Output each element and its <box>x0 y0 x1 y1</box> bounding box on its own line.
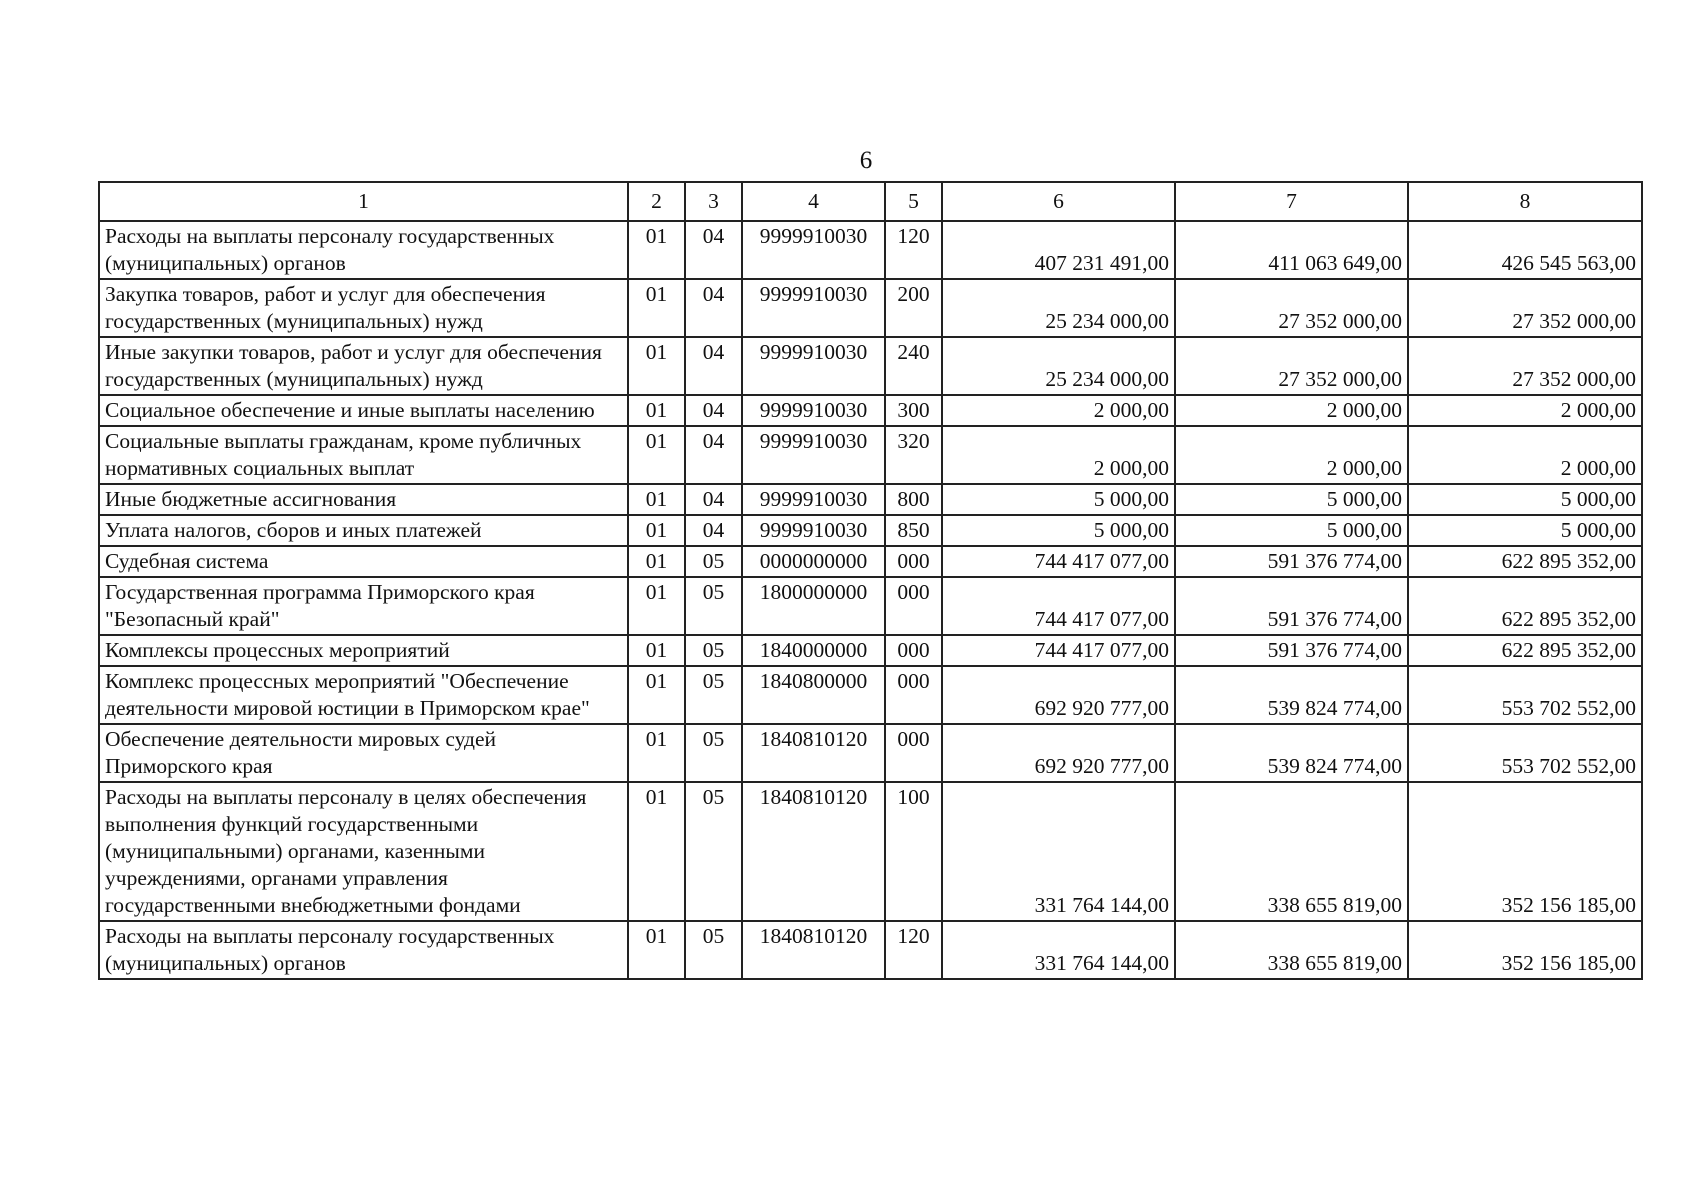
section-code-cell: 01 <box>628 546 685 577</box>
column-header: 1 <box>99 182 628 221</box>
subsection-code-cell: 05 <box>685 546 742 577</box>
amount-col6-cell: 744 417 077,00 <box>942 577 1175 635</box>
target-article-cell: 1840810120 <box>742 921 885 979</box>
expense-type-cell: 320 <box>885 426 942 484</box>
amount-col8-cell: 5 000,00 <box>1408 515 1642 546</box>
amount-col7-cell: 411 063 649,00 <box>1175 221 1408 279</box>
amount-col6-cell: 331 764 144,00 <box>942 782 1175 921</box>
column-header: 3 <box>685 182 742 221</box>
table-row <box>99 515 1642 546</box>
table-row <box>99 221 1642 279</box>
target-article-cell: 9999910030 <box>742 221 885 279</box>
section-code-cell: 01 <box>628 426 685 484</box>
amount-col8-cell: 553 702 552,00 <box>1408 724 1642 782</box>
amount-col8-cell: 5 000,00 <box>1408 484 1642 515</box>
section-code-cell: 01 <box>628 921 685 979</box>
section-code-cell: 01 <box>628 484 685 515</box>
subsection-code-cell: 04 <box>685 515 742 546</box>
table-row <box>99 635 1642 666</box>
expense-type-cell: 000 <box>885 546 942 577</box>
amount-col6-cell: 331 764 144,00 <box>942 921 1175 979</box>
subsection-code-cell: 05 <box>685 666 742 724</box>
amount-col7-cell: 591 376 774,00 <box>1175 546 1408 577</box>
expense-type-cell: 850 <box>885 515 942 546</box>
amount-col7-cell: 2 000,00 <box>1175 395 1408 426</box>
amount-col8-cell: 27 352 000,00 <box>1408 337 1642 395</box>
amount-col6-cell: 25 234 000,00 <box>942 337 1175 395</box>
expense-name-cell: Иные закупки товаров, работ и услуг для обеспечения государственных (муниципальных) нужд <box>99 337 628 395</box>
target-article-cell: 0000000000 <box>742 546 885 577</box>
subsection-code-cell: 04 <box>685 395 742 426</box>
column-header: 8 <box>1408 182 1642 221</box>
amount-col8-cell: 2 000,00 <box>1408 426 1642 484</box>
header-row <box>99 182 1642 221</box>
table-row <box>99 279 1642 337</box>
expense-name-cell: Обеспечение деятельности мировых судей Приморского края <box>99 724 628 782</box>
amount-col7-cell: 338 655 819,00 <box>1175 782 1408 921</box>
expense-type-cell: 100 <box>885 782 942 921</box>
section-code-cell: 01 <box>628 782 685 921</box>
table-row <box>99 395 1642 426</box>
section-code-cell: 01 <box>628 577 685 635</box>
subsection-code-cell: 05 <box>685 724 742 782</box>
table-row <box>99 782 1642 921</box>
expense-name-cell: Комплекс процессных мероприятий "Обеспечение деятельности мировой юстиции в Приморском крае" <box>99 666 628 724</box>
expense-name-cell: Социальное обеспечение и иные выплаты населению <box>99 395 628 426</box>
table-row <box>99 546 1642 577</box>
subsection-code-cell: 05 <box>685 782 742 921</box>
table-row <box>99 666 1642 724</box>
column-header: 6 <box>942 182 1175 221</box>
amount-col6-cell: 5 000,00 <box>942 484 1175 515</box>
expense-type-cell: 240 <box>885 337 942 395</box>
table-row <box>99 577 1642 635</box>
column-header: 2 <box>628 182 685 221</box>
expense-name-cell: Судебная система <box>99 546 628 577</box>
target-article-cell: 9999910030 <box>742 337 885 395</box>
subsection-code-cell: 05 <box>685 635 742 666</box>
page-number: 6 <box>859 147 873 174</box>
amount-col8-cell: 622 895 352,00 <box>1408 635 1642 666</box>
expense-type-cell: 000 <box>885 577 942 635</box>
section-code-cell: 01 <box>628 279 685 337</box>
expense-type-cell: 000 <box>885 724 942 782</box>
amount-col8-cell: 27 352 000,00 <box>1408 279 1642 337</box>
subsection-code-cell: 04 <box>685 221 742 279</box>
table-row <box>99 484 1642 515</box>
expense-type-cell: 000 <box>885 635 942 666</box>
subsection-code-cell: 04 <box>685 484 742 515</box>
target-article-cell: 1840800000 <box>742 666 885 724</box>
amount-col7-cell: 27 352 000,00 <box>1175 279 1408 337</box>
target-article-cell: 1840810120 <box>742 782 885 921</box>
expense-name-cell: Иные бюджетные ассигнования <box>99 484 628 515</box>
expense-name-cell: Расходы на выплаты персоналу государственных (муниципальных) органов <box>99 921 628 979</box>
expense-type-cell: 120 <box>885 221 942 279</box>
table-row <box>99 724 1642 782</box>
amount-col7-cell: 338 655 819,00 <box>1175 921 1408 979</box>
subsection-code-cell: 04 <box>685 279 742 337</box>
section-code-cell: 01 <box>628 221 685 279</box>
expense-type-cell: 120 <box>885 921 942 979</box>
budget-table <box>98 181 1643 980</box>
amount-col6-cell: 2 000,00 <box>942 395 1175 426</box>
amount-col6-cell: 25 234 000,00 <box>942 279 1175 337</box>
amount-col8-cell: 426 545 563,00 <box>1408 221 1642 279</box>
amount-col6-cell: 692 920 777,00 <box>942 666 1175 724</box>
amount-col6-cell: 744 417 077,00 <box>942 546 1175 577</box>
amount-col7-cell: 591 376 774,00 <box>1175 577 1408 635</box>
subsection-code-cell: 05 <box>685 577 742 635</box>
target-article-cell: 9999910030 <box>742 279 885 337</box>
subsection-code-cell: 05 <box>685 921 742 979</box>
subsection-code-cell: 04 <box>685 426 742 484</box>
section-code-cell: 01 <box>628 635 685 666</box>
target-article-cell: 9999910030 <box>742 426 885 484</box>
section-code-cell: 01 <box>628 724 685 782</box>
amount-col7-cell: 2 000,00 <box>1175 426 1408 484</box>
amount-col7-cell: 539 824 774,00 <box>1175 666 1408 724</box>
amount-col7-cell: 539 824 774,00 <box>1175 724 1408 782</box>
amount-col8-cell: 622 895 352,00 <box>1408 577 1642 635</box>
target-article-cell: 9999910030 <box>742 395 885 426</box>
section-code-cell: 01 <box>628 337 685 395</box>
amount-col8-cell: 352 156 185,00 <box>1408 921 1642 979</box>
expense-name-cell: Расходы на выплаты персоналу в целях обеспечения выполнения функций государственными (муниципальными) органами, казенными учреждениями, органами управления государственными внебюджетными фондами <box>99 782 628 921</box>
amount-col6-cell: 5 000,00 <box>942 515 1175 546</box>
expense-name-cell: Уплата налогов, сборов и иных платежей <box>99 515 628 546</box>
amount-col8-cell: 2 000,00 <box>1408 395 1642 426</box>
section-code-cell: 01 <box>628 515 685 546</box>
expense-type-cell: 000 <box>885 666 942 724</box>
target-article-cell: 9999910030 <box>742 484 885 515</box>
target-article-cell: 1840810120 <box>742 724 885 782</box>
section-code-cell: 01 <box>628 395 685 426</box>
expense-name-cell: Социальные выплаты гражданам, кроме публичных нормативных социальных выплат <box>99 426 628 484</box>
expense-type-cell: 200 <box>885 279 942 337</box>
expense-name-cell: Закупка товаров, работ и услуг для обеспечения государственных (муниципальных) нужд <box>99 279 628 337</box>
amount-col7-cell: 5 000,00 <box>1175 484 1408 515</box>
amount-col6-cell: 692 920 777,00 <box>942 724 1175 782</box>
amount-col8-cell: 622 895 352,00 <box>1408 546 1642 577</box>
target-article-cell: 1840000000 <box>742 635 885 666</box>
section-code-cell: 01 <box>628 666 685 724</box>
amount-col7-cell: 5 000,00 <box>1175 515 1408 546</box>
expense-type-cell: 300 <box>885 395 942 426</box>
amount-col7-cell: 27 352 000,00 <box>1175 337 1408 395</box>
target-article-cell: 9999910030 <box>742 515 885 546</box>
table-row <box>99 426 1642 484</box>
amount-col6-cell: 2 000,00 <box>942 426 1175 484</box>
target-article-cell: 1800000000 <box>742 577 885 635</box>
amount-col6-cell: 744 417 077,00 <box>942 635 1175 666</box>
column-header: 5 <box>885 182 942 221</box>
amount-col8-cell: 553 702 552,00 <box>1408 666 1642 724</box>
column-header: 7 <box>1175 182 1408 221</box>
table-row <box>99 337 1642 395</box>
expense-name-cell: Расходы на выплаты персоналу государственных (муниципальных) органов <box>99 221 628 279</box>
amount-col8-cell: 352 156 185,00 <box>1408 782 1642 921</box>
amount-col7-cell: 591 376 774,00 <box>1175 635 1408 666</box>
expense-name-cell: Комплексы процессных мероприятий <box>99 635 628 666</box>
subsection-code-cell: 04 <box>685 337 742 395</box>
expense-type-cell: 800 <box>885 484 942 515</box>
amount-col6-cell: 407 231 491,00 <box>942 221 1175 279</box>
expense-name-cell: Государственная программа Приморского края "Безопасный край" <box>99 577 628 635</box>
table-row <box>99 921 1642 979</box>
column-header: 4 <box>742 182 885 221</box>
